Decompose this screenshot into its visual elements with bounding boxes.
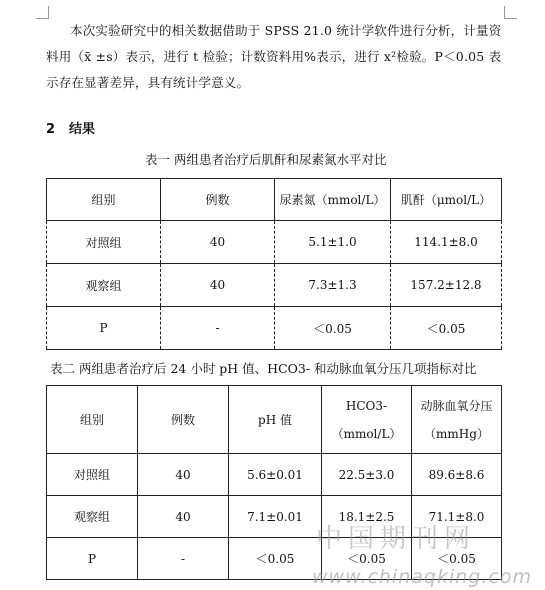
table-cell: 对照组 [47, 454, 138, 496]
table-cell: 114.1±8.0 [391, 221, 502, 264]
table-cell: P [47, 307, 161, 350]
header-cell [412, 386, 502, 454]
header-label: HCO3- [345, 398, 388, 413]
table-cell: 40 [138, 496, 229, 538]
table-header-row [47, 386, 502, 454]
table-cell: 22.5±3.0 [322, 454, 412, 496]
table1-caption: 表一 两组患者治疗后肌酐和尿素氮水平对比 [145, 152, 387, 167]
table-cell: 157.2±12.8 [391, 264, 502, 307]
section-title: 结果 [69, 122, 96, 137]
paragraph-line: 料用（x̄ ±s）表示，进行 t 检验；计数资料用%表示，进行 x²检验。P＜0.05 表 [46, 49, 502, 64]
table-cell: 40 [138, 454, 229, 496]
header-cell: pH 值 [229, 386, 322, 454]
section-heading [46, 118, 95, 137]
table-cell: 71.1±8.0 [412, 496, 502, 538]
header-cell: 肌酐（μmol/L） [391, 179, 502, 221]
table-cell: 40 [161, 264, 275, 307]
table-cell: ＜0.05 [391, 307, 502, 350]
table1 [46, 178, 502, 350]
table-cell: ＜0.05 [275, 307, 391, 350]
table-cell: 7.3±1.3 [275, 264, 391, 307]
header-cell: 尿素氮（mmol/L） [275, 179, 391, 221]
table-cell: 18.1±2.5 [322, 496, 412, 538]
page-corner-mark-right [504, 6, 517, 19]
table-row [47, 221, 502, 264]
table-row [47, 454, 502, 496]
table-cell: 观察组 [47, 496, 138, 538]
table-cell: 5.6±0.01 [229, 454, 322, 496]
table-row [47, 307, 502, 350]
table-cell: 对照组 [47, 221, 161, 264]
table-cell: ＜0.05 [322, 538, 412, 580]
body-paragraph [46, 18, 502, 96]
watermark-url: www.chinaqking.com [312, 566, 532, 588]
header-cell [322, 386, 412, 454]
section-number: 2 [46, 122, 56, 137]
table-row [47, 264, 502, 307]
table-cell: 40 [161, 221, 275, 264]
header-unit: （mmol/L） [331, 426, 402, 441]
header-cell: 组别 [47, 179, 161, 221]
table-cell: ＜0.05 [229, 538, 322, 580]
table-cell: 89.6±8.6 [412, 454, 502, 496]
watermark-text: 中国期刊网 [316, 524, 477, 554]
header-cell: 例数 [138, 386, 229, 454]
paragraph-line: 本次实验研究中的相关数据借助于 SPSS 21.0 统计学软件进行分析，计量资 [70, 23, 502, 38]
table2-caption: 表二 两组患者治疗后 24 小时 pH 值、HCO3- 和动脉血氧分压几项指标对比 [50, 361, 477, 376]
table-cell: ＜0.05 [412, 538, 502, 580]
table-cell: 7.1±0.01 [229, 496, 322, 538]
header-cell: 组别 [47, 386, 138, 454]
table-cell: - [161, 307, 275, 350]
header-label: 动脉血氧分压 [420, 398, 493, 413]
table-header-row [47, 179, 502, 221]
table-cell: 5.1±1.0 [275, 221, 391, 264]
paragraph-line: 示存在显著差异，具有统计学意义。 [46, 75, 250, 90]
table-cell: 观察组 [47, 264, 161, 307]
header-unit: （mmHg） [424, 426, 489, 441]
table-cell: P [47, 538, 138, 580]
table-cell: - [138, 538, 229, 580]
header-cell: 例数 [161, 179, 275, 221]
